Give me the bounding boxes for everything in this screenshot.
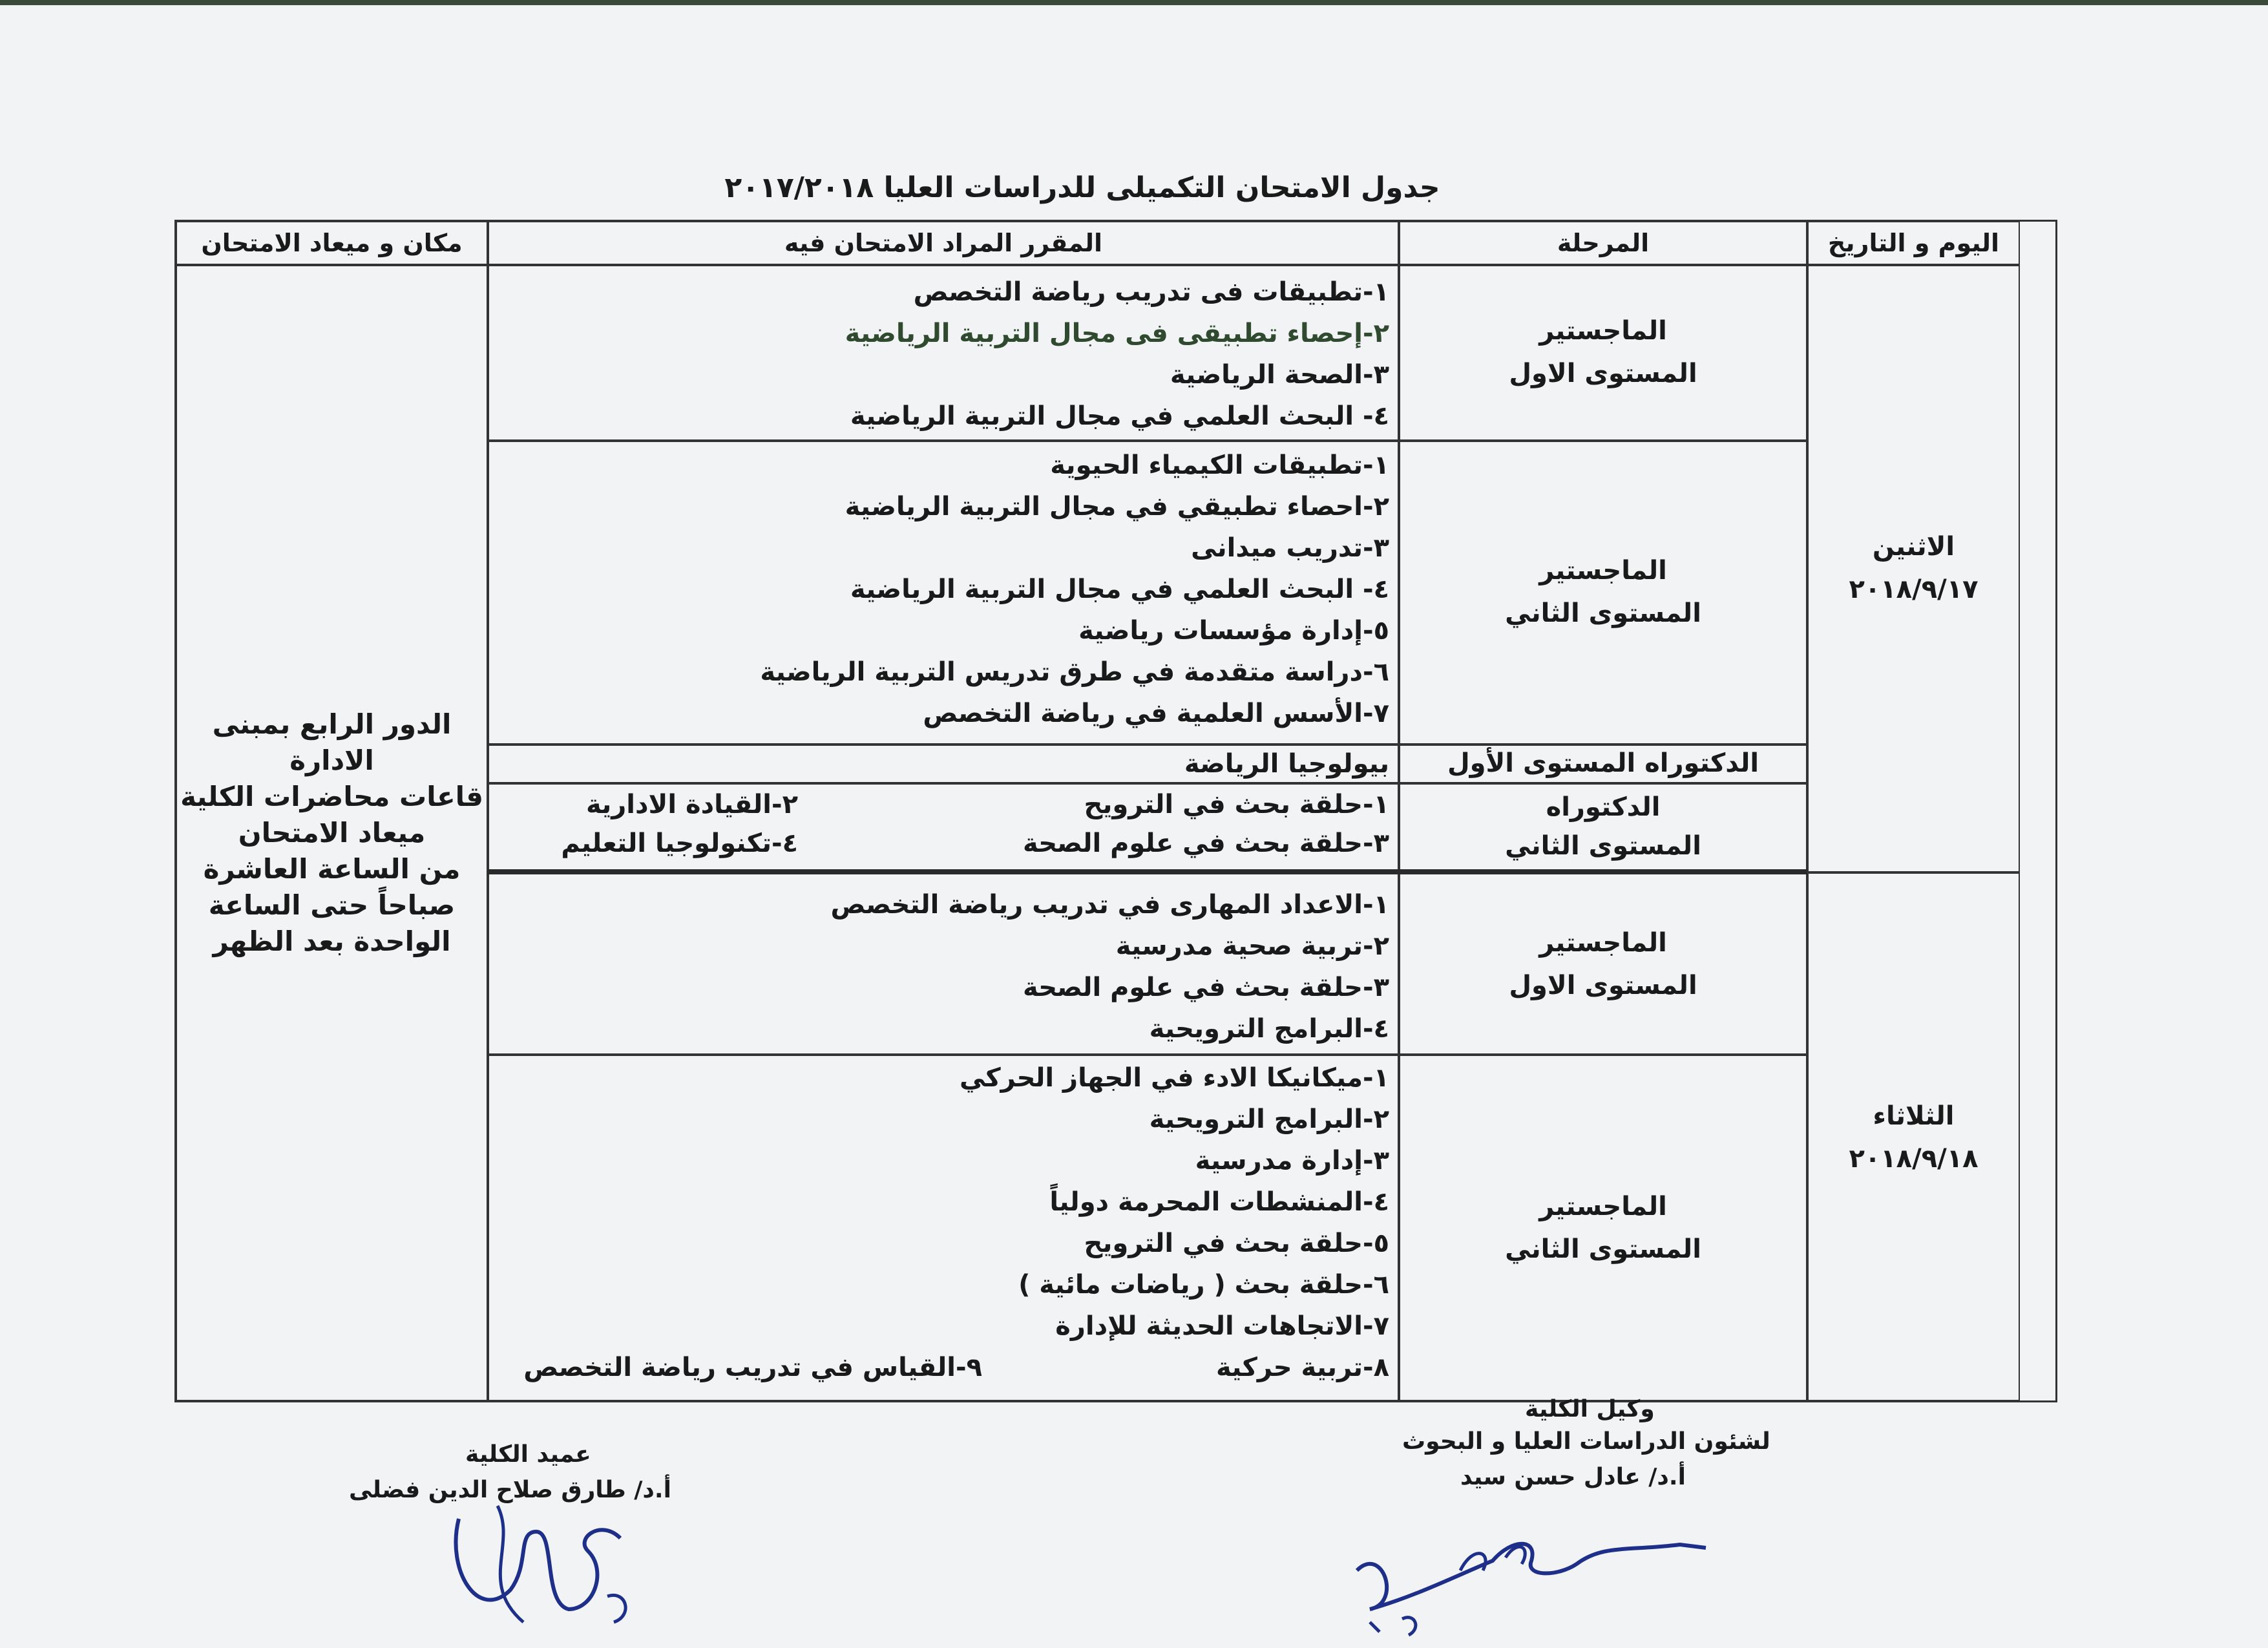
place-line: قاعات محاضرات الكلية <box>180 781 483 812</box>
course-item: ٢-احصاء تطبيقي في مجال التربية الرياضية <box>845 492 1389 522</box>
courses-master-level2-tuesday <box>491 1057 1389 1347</box>
stage-master-level2 <box>1399 441 1807 743</box>
vice-dean-title: وكيل الكلية <box>1525 1396 1655 1422</box>
stage-line: الماجستير <box>1539 316 1667 346</box>
stage-line: الماجستير <box>1539 556 1667 586</box>
dean-name: أ.د/ طارق صلاح الدين فضلى <box>349 1477 671 1503</box>
scan-top-edge <box>0 0 2268 5</box>
course-item: بيولوجيا الرياضة <box>1184 749 1389 779</box>
course-item: ٣-الصحة الرياضية <box>1170 360 1389 390</box>
place-line: ميعاد الامتحان <box>238 817 426 849</box>
stage-line: الماجستير <box>1539 1192 1667 1221</box>
course-item: ٧-الاتجاهات الحديثة للإدارة <box>1055 1311 1389 1341</box>
header-course: المقرر المراد الامتحان فيه <box>488 221 1399 265</box>
day-name: الاثنين <box>1872 532 1955 562</box>
header-day-date: اليوم و التاريخ <box>1807 221 2020 265</box>
course-item: ١-تطبيقات الكيمياء الحيوية <box>1050 450 1389 480</box>
course-item: ٤-البرامج الترويحية <box>1149 1014 1389 1044</box>
place-line: الادارة <box>289 745 374 776</box>
day-monday <box>1807 265 2020 871</box>
course-item: ٩-القياس في تدريب رياضة التخصص <box>523 1353 982 1382</box>
course-item: ٣-تدريب ميدانى <box>1191 533 1389 563</box>
course-item: ٦-دراسة متقدمة في طرق تدريس التربية الرياضية <box>760 657 1389 687</box>
course-item: ٧-الأسس العلمية في رياضة التخصص <box>923 699 1389 728</box>
vice-dean-name: أ.د/ عادل حسن سيد <box>1460 1464 1686 1490</box>
course-item: ٣-إدارة مدرسية <box>1195 1146 1389 1176</box>
stage-line: المستوى الثاني <box>1505 1234 1701 1264</box>
header-stage: المرحلة <box>1399 221 1807 265</box>
courses-master-level1-monday <box>491 271 1389 437</box>
course-item: ١-تطبيقات فى تدريب رياضة التخصص <box>913 277 1389 307</box>
day-divider <box>488 869 1807 874</box>
stage-master-level1 <box>1399 265 1807 439</box>
course-item-last-left <box>517 1347 982 1388</box>
place-line: صباحاً حتى الساعة <box>208 889 456 921</box>
vice-dean-office: لشئون الدراسات العليا و البحوث <box>1402 1428 1770 1455</box>
stage-line: الدكتوراه <box>1546 792 1661 822</box>
courses-doctorate-level2-left <box>556 785 798 863</box>
course-item: ٦-حلقة بحث ( رياضات مائية ) <box>1018 1270 1389 1300</box>
header-place-time: مكان و ميعاد الامتحان <box>176 221 488 265</box>
stage-doctorate-level2 <box>1399 783 1807 869</box>
course-item: ٤- البحث العلمي في مجال التربية الرياضية <box>850 401 1389 431</box>
place-line: الدور الرابع بمبنى <box>212 708 452 740</box>
course-item: ٢-إحصاء تطبيقى فى مجال التربية الرياضية <box>845 319 1389 348</box>
courses-master-level2-monday <box>491 445 1389 734</box>
dean-signature <box>439 1493 659 1648</box>
course-item: ٢-القيادة الادارية <box>586 790 798 819</box>
course-doctorate-level1 <box>491 743 1389 785</box>
place-line: الواحدة بعد الظهر <box>213 925 451 957</box>
courses-doctorate-level2-right <box>840 785 1389 863</box>
stage-line: المستوى الثاني <box>1505 830 1701 861</box>
dean-title: عميد الكلية <box>465 1441 591 1468</box>
day-date: ٢٠١٨/٩/١٧ <box>1849 575 1979 604</box>
day-date: ٢٠١٨/٩/١٨ <box>1849 1144 1979 1174</box>
course-item: ٣-حلقة بحث في علوم الصحة <box>1022 829 1389 858</box>
course-item: ٨-تربية حركية <box>1215 1353 1389 1382</box>
exam-place-time <box>176 265 488 1401</box>
courses-master-level1-tuesday <box>491 884 1389 1050</box>
document-title: جدول الامتحان التكميلى للدراسات العليا ٢٠١٧/٢٠١٨ <box>724 171 1440 204</box>
course-item: ١-ميكانيكا الادء في الجهاز الحركي <box>959 1063 1389 1093</box>
course-item: ١-حلقة بحث في الترويح <box>1084 790 1389 819</box>
day-tuesday <box>1807 872 2020 1402</box>
day-name: الثلاثاء <box>1873 1101 1955 1131</box>
course-item: ٢-البرامج الترويحية <box>1149 1104 1389 1134</box>
stage-line: المستوى الاول <box>1509 359 1697 388</box>
stage-master-level2-tuesday <box>1399 1055 1807 1401</box>
course-item-last-right <box>1034 1347 1389 1388</box>
stage-line: المستوى الاول <box>1509 970 1697 1000</box>
course-item: ٤-المنشطات المحرمة دولياً <box>1049 1187 1389 1217</box>
course-item: ٥-حلقة بحث في الترويح <box>1084 1229 1389 1258</box>
place-line: من الساعة العاشرة <box>203 853 461 885</box>
course-item: ٤- البحث العلمي في مجال التربية الرياضية <box>850 575 1389 604</box>
course-item: ١-الاعداد المهارى في تدريب رياضة التخصص <box>830 890 1389 920</box>
course-item: ٥-إدارة مؤسسات رياضية <box>1078 616 1389 646</box>
vice-dean-signature <box>1344 1499 1732 1648</box>
stage-master-level1-tuesday <box>1399 874 1807 1053</box>
stage-line: الماجستير <box>1539 927 1667 958</box>
stage-doctorate-level1: الدكتوراه المستوى الأول <box>1447 748 1759 778</box>
course-item: ٤-تكنولوجيا التعليم <box>561 829 798 858</box>
stage-line: المستوى الثاني <box>1505 598 1701 628</box>
course-item: ٣-حلقة بحث في علوم الصحة <box>1022 973 1389 1002</box>
course-item: ٢-تربية صحية مدرسية <box>1115 931 1389 961</box>
